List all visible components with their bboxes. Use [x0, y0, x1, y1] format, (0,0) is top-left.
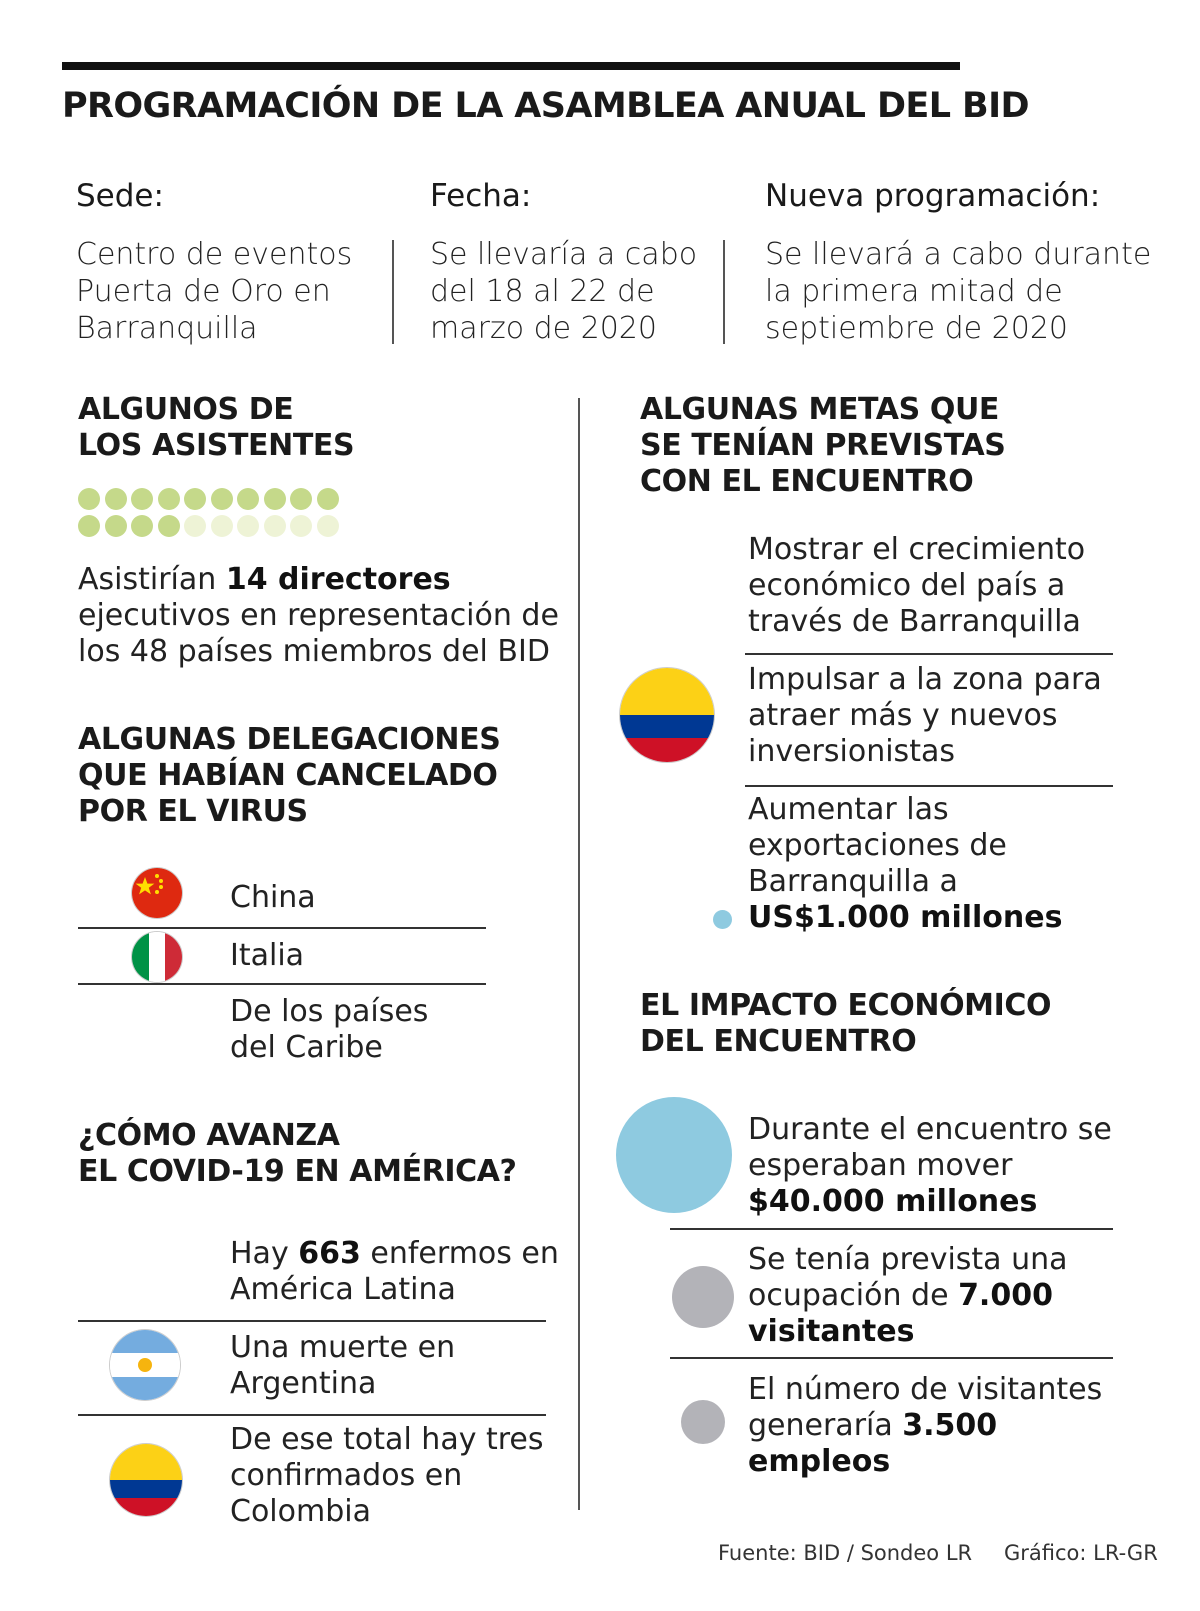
- attendee-dot-filled: [158, 488, 180, 510]
- source-credit: Fuente: BID / Sondeo LR: [718, 1541, 973, 1565]
- metas-heading: ALGUNAS METAS QUE SE TENÍAN PREVISTAS CON EL ENCUENTRO: [640, 392, 1006, 499]
- attendee-dot-filled: [317, 488, 339, 510]
- attendee-dot-empty: [211, 515, 233, 537]
- row-divider: [670, 1357, 1113, 1359]
- delegacion-china: China: [230, 880, 316, 915]
- asistentes-text: Asistirían 14 directores ejecutivos en representación de los 48 países miembros del BID: [78, 562, 559, 669]
- attendee-dot-empty: [290, 515, 312, 537]
- meta-crecimiento: Mostrar el crecimiento económico del país a través de Barranquilla: [748, 532, 1086, 639]
- row-divider: [670, 1228, 1113, 1230]
- row-divider: [78, 983, 486, 985]
- attendee-dot-filled: [158, 515, 180, 537]
- impacto-mover: Durante el encuentro se esperaban mover $40.000 millones: [748, 1112, 1112, 1219]
- attendee-dot-filled: [131, 488, 153, 510]
- impact-circle-medium: [672, 1266, 734, 1328]
- delegacion-caribe: De los países del Caribe: [230, 994, 429, 1065]
- impacto-empleos: El número de visitantes generaría 3.500 empleos: [748, 1372, 1103, 1479]
- attendee-dot-filled: [264, 488, 286, 510]
- row-divider: [78, 927, 486, 929]
- attendee-dot-filled: [105, 515, 127, 537]
- asistentes-heading: ALGUNOS DE LOS ASISTENTES: [78, 392, 355, 463]
- meta-impulsar: Impulsar a la zona para atraer más y nuevos inversionistas: [748, 662, 1102, 769]
- column-divider: [723, 240, 725, 344]
- row-divider: [745, 653, 1113, 655]
- bullet-icon: [713, 910, 732, 929]
- colombia-flag-icon: [620, 668, 714, 762]
- title-rule: [62, 62, 960, 70]
- impacto-heading: EL IMPACTO ECONÓMICO DEL ENCUENTRO: [640, 988, 1052, 1059]
- row-divider: [745, 785, 1113, 787]
- attendee-dot-filled: [78, 515, 100, 537]
- impact-circle-large: [616, 1097, 732, 1213]
- attendee-dot-filled: [184, 488, 206, 510]
- covid-heading: ¿CÓMO AVANZA EL COVID-19 EN AMÉRICA?: [78, 1118, 517, 1189]
- colombia-flag-icon: [110, 1444, 182, 1516]
- attendee-dots: [78, 488, 358, 544]
- argentina-flag-icon: [110, 1330, 180, 1400]
- meta-exportaciones: Aumentar las exportaciones de Barranquilla a US$1.000 millones: [748, 792, 1063, 935]
- attendee-dot-empty: [184, 515, 206, 537]
- attendee-dot-empty: [237, 515, 259, 537]
- attendee-dot-filled: [131, 515, 153, 537]
- attendee-dot-filled: [290, 488, 312, 510]
- row-divider: [78, 1414, 546, 1416]
- attendee-dot-filled: [105, 488, 127, 510]
- china-flag-icon: [132, 868, 182, 918]
- covid-muerte: Una muerte en Argentina: [230, 1330, 456, 1401]
- italy-flag-icon: [132, 932, 182, 982]
- impact-circle-small: [681, 1400, 725, 1444]
- attendee-dot-filled: [78, 488, 100, 510]
- attendee-dot-empty: [317, 515, 339, 537]
- row-divider: [78, 1320, 546, 1322]
- delegacion-italia: Italia: [230, 938, 305, 973]
- graphic-credit: Gráfico: LR-GR: [1004, 1541, 1158, 1565]
- covid-enfermos: Hay 663 enfermos en América Latina: [230, 1236, 559, 1307]
- sede-text: Centro de eventos Puerta de Oro en Barranquilla: [76, 237, 353, 346]
- covid-colombia: De ese total hay tres confirmados en Colombia: [230, 1422, 544, 1529]
- attendee-dot-empty: [264, 515, 286, 537]
- nueva-programacion-text: Se llevará a cabo durante la primera mitad de septiembre de 2020: [765, 237, 1152, 346]
- page-title: PROGRAMACIÓN DE LA ASAMBLEA ANUAL DEL BID: [62, 86, 1029, 126]
- section-divider: [578, 398, 580, 1510]
- attendee-dot-filled: [211, 488, 233, 510]
- impacto-visitantes: Se tenía prevista una ocupación de 7.000 visitantes: [748, 1242, 1068, 1349]
- column-divider: [392, 240, 394, 344]
- fecha-text: Se llevaría a cabo del 18 al 22 de marzo de 2020: [430, 237, 698, 346]
- sede-label: Sede:: [76, 178, 164, 214]
- delegaciones-heading: ALGUNAS DELEGACIONES QUE HABÍAN CANCELADO POR EL VIRUS: [78, 722, 501, 829]
- fecha-label: Fecha:: [430, 178, 532, 214]
- nueva-programacion-label: Nueva programación:: [765, 178, 1101, 214]
- attendee-dot-filled: [237, 488, 259, 510]
